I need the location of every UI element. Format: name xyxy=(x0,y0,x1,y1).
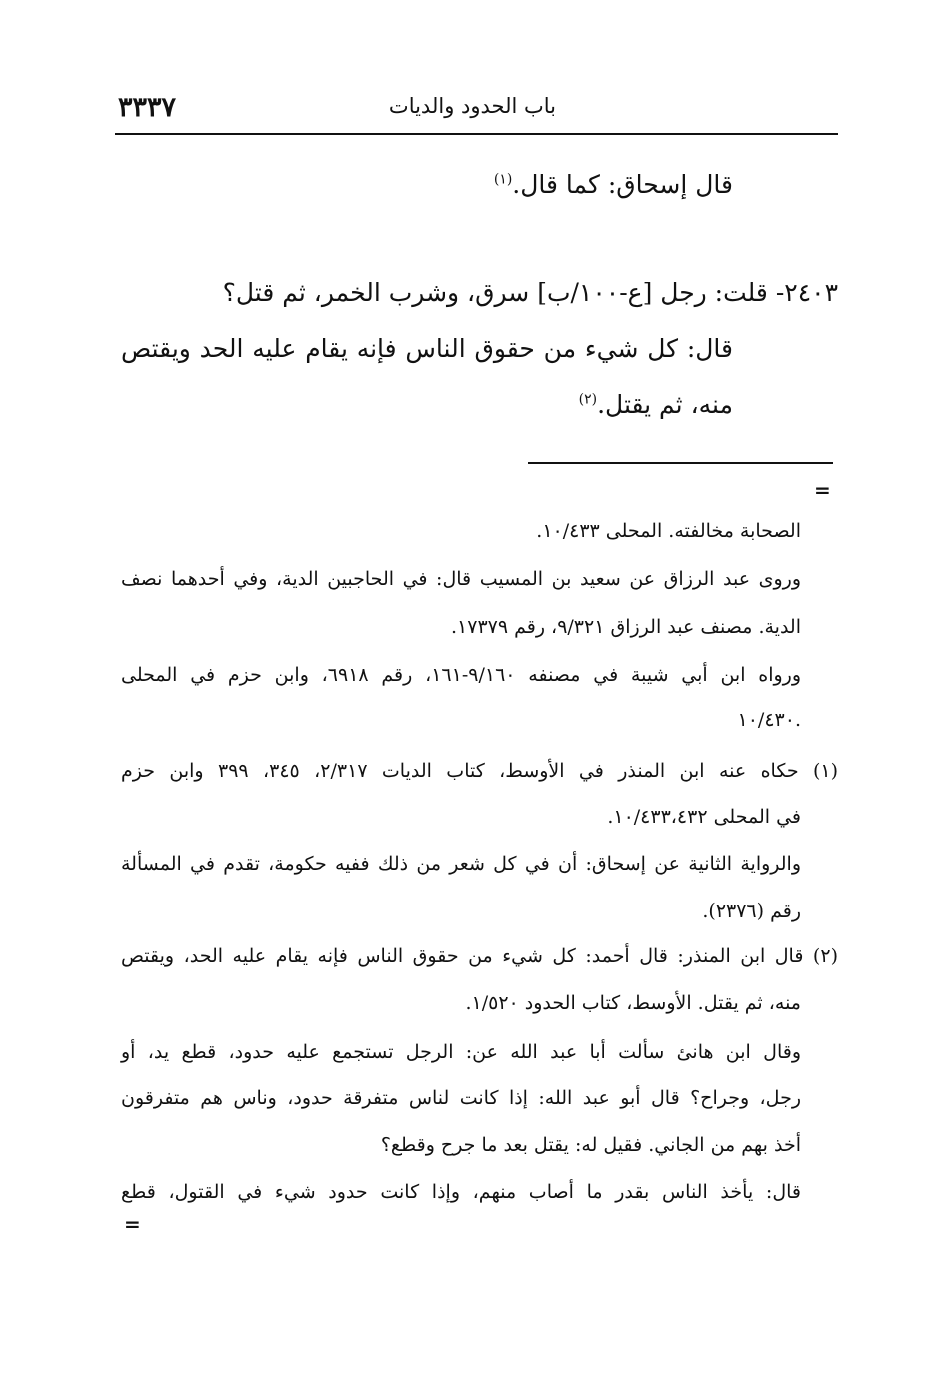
main-line-1-text: قال إسحاق: كما قال. xyxy=(512,170,733,199)
footnote-1-line: في المحلى ١٠/٤٣٣،٤٣٢. xyxy=(607,806,801,828)
footnote-1-line: والرواية الثانية عن إسحاق: أن في كل شعر من ذلك ففيه حكومة، تقدم في المسألة xyxy=(121,853,801,875)
footnote-line: الصحابة مخالفته. المحلى ١٠/٤٣٣. xyxy=(536,520,801,542)
footnote-2-line: منه، ثم يقتل. الأوسط، كتاب الحدود ١/٥٢٠. xyxy=(465,992,801,1014)
continuation-mark-top: = xyxy=(814,478,831,502)
answer-line-1 xyxy=(121,334,733,363)
footnote-1-line: (١) حكاه عنه ابن المنذر في الأوسط، كتاب الديات ٢/٣١٧، ٣٤٥، ٣٩٩ وابن حزم xyxy=(121,760,839,782)
continuation-mark-bottom: = xyxy=(124,1212,141,1236)
footnote-ref-1: (١) xyxy=(493,171,513,188)
answer-line-2 xyxy=(579,390,733,419)
answer-text-2: منه، ثم يقتل. xyxy=(597,390,733,419)
footnote-line: ورواه ابن أبي شيبة في مصنفه ٩/١٦٠-١٦١، رقم ٦٩١٨، وابن حزم في المحلى xyxy=(121,664,802,686)
page-header xyxy=(118,88,838,128)
question-line xyxy=(223,278,838,307)
footnote-2-line: (٢) قال ابن المنذر: قال أحمد: كل شيء من حقوق الناس فإنه يقام عليه الحد، ويقتص xyxy=(121,945,838,967)
footnote-2-line: وقال ابن هانئ سألت أبا عبد الله عن: الرجل تستجمع عليه حدود، قطع يد، أو xyxy=(121,1041,801,1063)
footnote-line: الدية. مصنف عبد الرزاق ٩/٣٢١، رقم ١٧٣٧٩. xyxy=(451,616,801,638)
footnote-separator xyxy=(528,462,833,464)
running-title: باب الحدود والديات xyxy=(388,94,556,118)
footnote-line: وروى عبد الرزاق عن سعيد بن المسيب قال: في الحاجبين الدية، وفي أحدهما نصف xyxy=(121,568,801,590)
question-text: ٢٤٠٣- قلت: رجل [ع-١٠٠/ب] سرق، وشرب الخمر، ثم قتل؟ xyxy=(222,278,838,307)
footnote-1-line: رقم (٢٣٧٦). xyxy=(702,900,801,922)
footnote-2-line: رجل، وجراح؟ قال أبو عبد الله: إذا كانت لناس متفرقة حدود، وناس هم متفرقون xyxy=(121,1087,801,1109)
footnote-2-line: أخذ بهم من الجاني. فقيل له: يقتل بعد ما جرح وقطع؟ xyxy=(380,1134,801,1156)
main-line-1 xyxy=(494,170,733,199)
page-number: ٣٣٣٧ xyxy=(118,92,177,123)
footnote-ref-2: (٢) xyxy=(578,391,598,408)
footnote-line: ١٠/٤٣٠. xyxy=(737,709,801,731)
footnote-2-line: قال: يأخذ الناس بقدر ما أصاب منهم، وإذا كانت حدود شيء في القتول، قطع xyxy=(121,1181,801,1203)
answer-text-1: قال: كل شيء من حقوق الناس فإنه يقام عليه الحد ويقتص xyxy=(121,334,734,363)
header-rule xyxy=(115,133,838,135)
